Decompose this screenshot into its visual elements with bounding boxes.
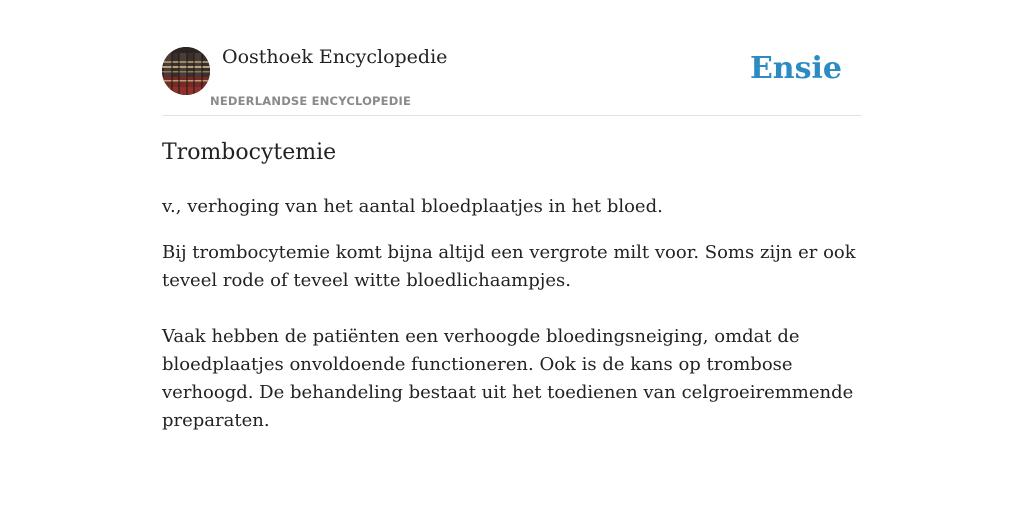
entry-title: Trombocytemie	[162, 140, 337, 165]
entry-definition: v., verhoging van het aantal bloedplaatjes in het bloed.	[162, 196, 663, 217]
ensie-logo-link[interactable]: Ensie	[749, 51, 842, 86]
book-spines-icon	[162, 47, 210, 95]
page	[162, 0, 862, 431]
source-title-link[interactable]: Oosthoek Encyclopedie	[222, 46, 448, 68]
source-subtitle: NEDERLANDSE ENCYCLOPEDIE	[210, 94, 412, 108]
source-header	[162, 0, 862, 116]
entry-paragraph: Bij trombocytemie komt bijna altijd een vergrote milt voor. Soms zijn er ook teveel rode of teveel witte bloedlichaampjes.	[162, 242, 856, 291]
entry-paragraph: Vaak hebben de patiënten een verhoogde bloedingsneiging, omdat de bloedplaatjes onvoldoende functioneren. Ook is de kans op trombose verhoogd. De behandeling bestaat uit het toedienen van celgroeiremmende preparaten.	[162, 326, 854, 431]
entry-body	[162, 239, 867, 463]
source-avatar[interactable]	[162, 47, 210, 95]
